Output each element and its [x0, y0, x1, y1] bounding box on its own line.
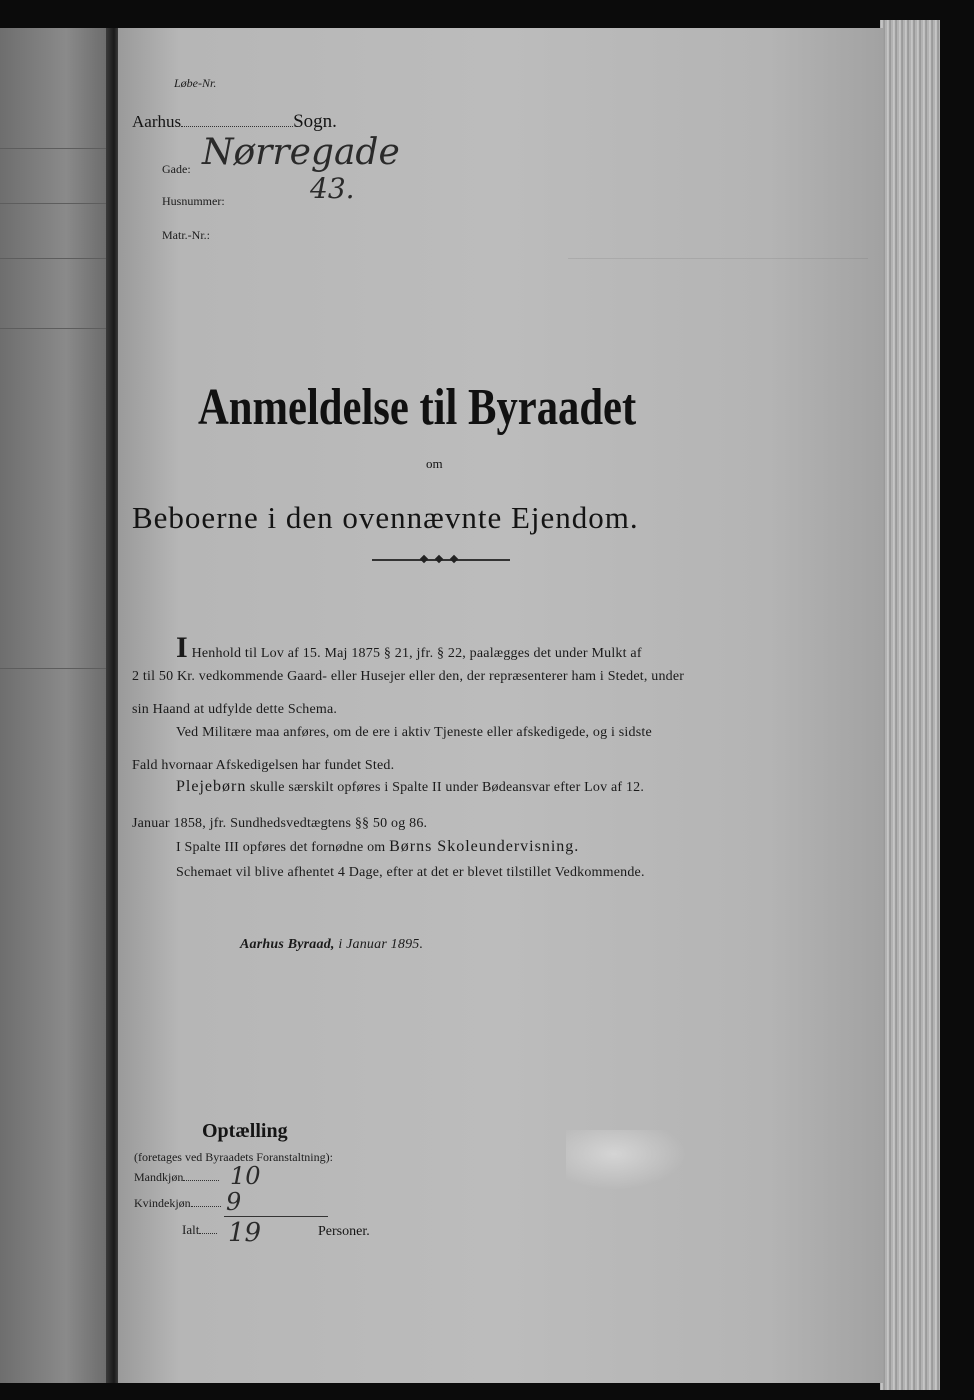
gade-value: Nørregade: [202, 132, 400, 173]
count-note: (foretages ved Byraadets Foranstaltning):: [134, 1150, 333, 1164]
mandkjon-label: Mandkjøn: [134, 1170, 184, 1184]
paragraph-4: [176, 838, 579, 856]
signature-line: [240, 937, 423, 953]
plejeborn-emph: Plejebørn: [176, 778, 247, 795]
kvindekjon-row: [134, 1196, 221, 1211]
signature-org: Aarhus Byraad,: [240, 937, 335, 952]
count-heading: Optælling: [202, 1120, 288, 1142]
sum-underline: [224, 1216, 328, 1217]
page-edges: [880, 20, 940, 1390]
paragraph-3-line-1: [176, 778, 644, 796]
parish-field: [132, 111, 337, 133]
bleed-through-text: [488, 988, 495, 1020]
paragraph-3-line-2: Januar 1858, jfr. Sundhedsvedtægtens §§ 50 og 86.: [132, 816, 428, 831]
matr-nr-label: Matr.-Nr.:: [162, 228, 210, 242]
paragraph-2-line-1: Ved Militære maa anføres, om de ere i aktiv Tjeneste eller afskedigede, og i sidste: [176, 725, 652, 740]
husnummer-value: 43.: [310, 172, 355, 205]
kvindekjon-value: 9: [226, 1188, 242, 1216]
ornament-dot: [420, 555, 428, 563]
paper-stain: [566, 1130, 686, 1190]
personer-label: Personer.: [318, 1224, 370, 1239]
paragraph-1-line-2: 2 til 50 Kr. vedkommende Gaard- eller Husejer eller den, der repræsenterer ham i Stedet, under: [132, 669, 685, 684]
left-page-ruling: [0, 203, 110, 204]
om-word: om: [426, 456, 443, 471]
paragraph-2-line-2: Fald hvornaar Afskedigelsen har fundet Sted.: [132, 758, 395, 773]
sogn-label: Sogn.: [293, 111, 337, 132]
ialt-dots: [199, 1233, 217, 1234]
left-page-ruling: [0, 258, 110, 259]
kvindekjon-label: Kvindekjøn: [134, 1196, 191, 1210]
skoleundervisning-emph: Børns Skoleundervisning.: [389, 838, 580, 855]
bleed-through: [588, 88, 591, 103]
drop-initial: I: [176, 631, 188, 664]
ornament-dot: [435, 555, 443, 563]
parish-dots: [181, 126, 293, 127]
gade-label: Gade:: [162, 162, 191, 176]
city-label: Aarhus: [132, 112, 182, 131]
paragraph-1-text: Henhold til Lov af 15. Maj 1875 § 21, jfr. § 22, paalægges det under Mulkt af: [191, 646, 642, 661]
signature-date: i Januar 1895.: [338, 937, 424, 952]
page-title: Anmeldelse til Byraadet: [198, 379, 637, 436]
paragraph-1-line-1: [176, 631, 642, 665]
left-page-ruling: [0, 668, 110, 669]
background-edge: [940, 20, 974, 1390]
kvindekjon-dots: [191, 1206, 221, 1207]
bleed-through: [568, 258, 868, 959]
left-page-ruling: [0, 148, 110, 149]
left-page-ruling: [0, 328, 110, 329]
paragraph-4-text: I Spalte III opføres det fornødne om: [176, 840, 386, 855]
ialt-row: [182, 1222, 217, 1238]
left-page: [0, 28, 110, 1383]
lobe-nr-label: Løbe-Nr.: [174, 76, 217, 90]
husnummer-label: Husnummer:: [162, 194, 225, 208]
ornament-dot: [450, 555, 458, 563]
paragraph-5: Schemaet vil blive afhentet 4 Dage, efter at det er blevet tilstillet Vedkommende.: [176, 865, 645, 880]
document-page: [118, 28, 883, 1383]
paragraph-3-text: skulle særskilt opføres i Spalte II under Bødeansvar efter Lov af 12.: [250, 780, 645, 795]
mandkjon-dots: [183, 1180, 219, 1181]
mandkjon-value: 10: [230, 1162, 261, 1190]
ialt-value: 19: [228, 1218, 262, 1248]
page-subtitle: Beboerne i den ovennævnte Ejendom.: [132, 500, 639, 535]
ialt-label: Ialt: [182, 1222, 200, 1237]
paragraph-1-line-3: sin Haand at udfylde dette Schema.: [132, 702, 338, 717]
mandkjon-row: [134, 1170, 219, 1185]
